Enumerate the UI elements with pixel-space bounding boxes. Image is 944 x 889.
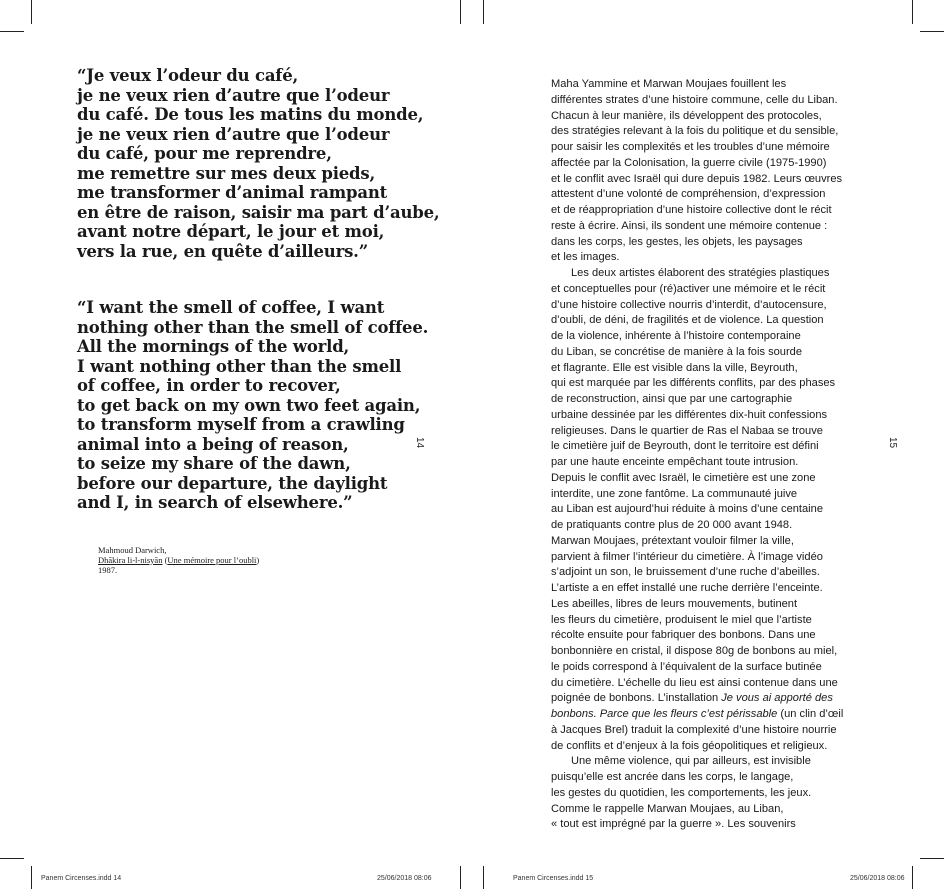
body-line [551, 282, 871, 298]
body-text-run: dans les corps, les gestes, les objets, les paysages [551, 235, 803, 248]
quote-line: en être de raison, saisir ma part d’aube, [77, 202, 440, 222]
body-line [551, 550, 871, 566]
body-text-run: du Liban, se concrétise de manière à la fois sourde [551, 345, 802, 358]
body-line [551, 156, 871, 172]
body-line [551, 187, 871, 203]
body-line [551, 786, 871, 802]
body-text-run: attestent d’une volonté de compréhension, d’expression [551, 188, 826, 201]
page-number-right: 15 [887, 436, 899, 449]
body-line [551, 691, 871, 707]
body-text-run: puisqu’elle est ancrée dans les corps, le langage, [551, 771, 794, 783]
crop-mark-bottom-center-right-v [483, 866, 484, 889]
body-line [551, 707, 871, 723]
body-line [551, 644, 871, 660]
body-text-run: pour saisir les complexités et les troubles d’une mémoire [551, 141, 830, 153]
quote-line: du café. De tous les matins du monde, [77, 105, 424, 124]
quote-line: avant notre départ, le jour et moi, [77, 222, 385, 241]
page-number-left: 14 [414, 436, 426, 449]
body-line [551, 298, 871, 314]
body-text-run: L’artiste a en effet installé une ruche derrière l’enceinte. [551, 582, 823, 594]
artwork-title: bonbons. Parce que les fleurs c’est périssable [551, 708, 778, 720]
body-line [551, 817, 871, 833]
body-line [551, 565, 871, 581]
crop-mark-top-center-right-v [483, 0, 484, 24]
crop-mark-bottom-right-v [912, 866, 913, 889]
quote-line: I want nothing other than the smell [77, 356, 402, 376]
body-text-run: du cimetière. L’échelle du lieu est ainsi contenue dans une [551, 676, 838, 689]
body-text-run: (un clin d’œil [777, 708, 844, 720]
body-text-run: « tout est imprégné par la guerre ». Les souvenirs [551, 818, 796, 831]
body-text-run: de pratiquants contre plus de 20 000 avant 1948. [551, 519, 793, 531]
body-text-run: poignée de bonbons. L’installation [551, 692, 722, 705]
body-text-run: les gestes du quotidien, les comportements, les jeux. [551, 786, 812, 799]
crop-mark-bottom-right-h [920, 858, 944, 859]
body-text-run: au Liban est aujourd’hui réduite à moins d’une centaine [551, 503, 823, 516]
body-text-run: Marwan Moujaes, prétextant vouloir filmer la ville, [551, 534, 794, 547]
body-line [551, 266, 871, 282]
body-text-run: bonbonnière en cristal, il dispose 80g de bonbons au miel, [551, 645, 838, 657]
body-text-run: Maha Yammine et Marwan Moujaes fouillent les [551, 78, 787, 90]
quote-line: je ne veux rien d’autre que l’odeur [77, 124, 390, 144]
quote-line: me remettre sur mes deux pieds, [77, 163, 376, 183]
citation [98, 545, 259, 575]
quote-line: me transformer d’animal rampant [77, 183, 388, 202]
body-text-run: qui est marquée par les différents conflits, par des phases [551, 377, 836, 390]
citation-title-line [98, 555, 259, 565]
body-line [551, 329, 871, 345]
body-line [551, 502, 871, 518]
citation-translation: Une mémoire pour l’oubli [167, 555, 257, 565]
quote-line: “I want the smell of coffee, I want [77, 298, 385, 317]
body-text-run: Comme le rappelle Marwan Moujaes, au Liban, [551, 802, 784, 815]
quote-line: All the mornings of the world, [77, 337, 350, 356]
crop-mark-top-right-v [912, 0, 913, 24]
body-line [551, 613, 871, 629]
body-line [551, 518, 871, 534]
body-line [551, 723, 871, 739]
quote-french [77, 66, 439, 261]
body-text-run: et conceptuelles pour (ré)activer une mémoire et le récit [551, 282, 826, 295]
quote-line: to transform myself from a crawling [77, 415, 405, 434]
body-line [551, 140, 871, 156]
body-text-run: de reconstruction, ainsi que par une cartographie [551, 393, 793, 405]
body-line [551, 660, 871, 676]
body-text-run: récolte ensuite pour fabriquer des bonbons. Dans une [551, 629, 816, 642]
footer-right-file: Panem Circenses.indd 15 [513, 875, 594, 882]
body-line [551, 77, 871, 93]
body-text [551, 77, 871, 833]
body-line [551, 124, 871, 140]
quote-line: du café, pour me reprendre, [77, 144, 332, 163]
citation-author: Mahmoud Darwich, [98, 545, 167, 555]
body-text-run: Les abeilles, libres de leurs mouvements, butinent [551, 597, 798, 610]
body-line [551, 581, 871, 597]
body-text-run: Chacun à leur manière, ils développent des protocoles, [551, 109, 822, 122]
body-line [551, 203, 871, 219]
crop-mark-top-right-h [920, 31, 944, 32]
footer-left-file: Panem Circenses.indd 14 [41, 875, 122, 882]
body-line [551, 109, 871, 125]
body-text-run: de la violence, inhérente à l’histoire contemporaine [551, 330, 801, 342]
crop-mark-top-left-h [0, 31, 24, 32]
body-text-run: et le conflit avec Israël qui dure depuis 1982. Leurs œuvres [551, 172, 843, 185]
body-line [551, 534, 871, 550]
body-line [551, 408, 871, 424]
body-line [551, 471, 871, 487]
body-text-run: et les images. [551, 251, 620, 264]
quote-line: animal into a being of reason, [77, 434, 349, 454]
body-line [551, 93, 871, 109]
crop-mark-top-left-v [31, 0, 32, 24]
body-text-run: interdite, une zone fantôme. La communauté juive [551, 487, 798, 500]
body-line [551, 487, 871, 503]
body-text-run: à Jacques Brel) traduit la complexité d’une histoire nourrie [551, 723, 837, 736]
body-text-run: le cimetière juif de Beyrouth, dont le territoire est défini [551, 440, 819, 453]
quote-line: “Je veux l’odeur du café, [77, 66, 299, 85]
body-line [551, 392, 871, 408]
body-text-run: par une haute enceinte empêchant toute intrusion. [551, 456, 799, 468]
body-text-run: le poids correspond à l’équivalent de la surface butinée [551, 660, 822, 673]
body-line [551, 455, 871, 471]
body-line [551, 361, 871, 377]
crop-mark-bottom-left-h [0, 858, 24, 859]
body-line [551, 770, 871, 786]
body-text-run: Une même violence, qui par ailleurs, est invisible [571, 755, 811, 768]
quote-line: nothing other than the smell of coffee. [77, 317, 429, 337]
quote-english [77, 298, 428, 513]
body-text-run: et de réappropriation d’une histoire collective dont le récit [551, 204, 832, 216]
body-text-run: Depuis le conflit avec Israël, le cimetière est une zone [551, 471, 816, 484]
footer-left-stamp: 25/06/2018 08:06 [377, 875, 432, 882]
body-text-run: de conflits et d’enjeux à la fois géopolitiques et religieux. [551, 739, 828, 752]
body-text-run: d’oubli, de déni, de fragilités et de violence. La question [551, 314, 824, 327]
body-text-run: d’une histoire collective nourris d’interdit, d’autocensure, [551, 298, 827, 311]
quote-line: to get back on my own two feet again, [77, 395, 421, 415]
citation-title: Dhākira li-l-nisyān [98, 555, 163, 565]
body-text-run: des stratégies relevant à la fois du politique et du sensible, [551, 125, 839, 138]
body-line [551, 235, 871, 251]
body-line [551, 628, 871, 644]
body-line [551, 739, 871, 755]
body-text-run: religieuses. Dans le quartier de Ras el Nabaa se trouve [551, 424, 823, 437]
footer-right-stamp: 25/06/2018 08:06 [850, 875, 905, 882]
crop-mark-bottom-center-left-v [460, 866, 461, 889]
crop-mark-bottom-left-v [31, 866, 32, 889]
body-text-run: reste à écrire. Ainsi, ils sondent une mémoire contenue : [551, 219, 828, 232]
quote-line: je ne veux rien d’autre que l’odeur [77, 85, 390, 105]
body-line [551, 439, 871, 455]
citation-open-paren: ( [162, 555, 168, 565]
quote-line: vers la rue, en quête d’ailleurs.” [77, 241, 369, 261]
body-text-run: et flagrante. Elle est visible dans la ville, Beyrouth, [551, 361, 798, 374]
quote-line: to seize my share of the dawn, [77, 454, 351, 473]
crop-mark-top-center-left-v [460, 0, 461, 24]
body-line [551, 172, 871, 188]
body-line [551, 250, 871, 266]
body-text-run: les fleurs du cimetière, produisent le miel que l’artiste [551, 613, 812, 626]
quote-line: and I, in search of elsewhere.” [77, 493, 353, 512]
body-line [551, 802, 871, 818]
body-line [551, 676, 871, 692]
citation-close-paren: ) [256, 555, 260, 565]
body-line [551, 597, 871, 613]
quote-line: of coffee, in order to recover, [77, 376, 341, 395]
body-text-run: parvient à filmer l’intérieur du cimetière. À l’image vidéo [551, 550, 823, 563]
citation-year: 1987. [98, 565, 118, 575]
body-line [551, 345, 871, 361]
quote-line: before our departure, the daylight [77, 473, 388, 493]
body-text-run: Les deux artistes élaborent des stratégies plastiques [571, 267, 830, 279]
body-line [551, 376, 871, 392]
body-line [551, 219, 871, 235]
body-text-run: s’adjoint un son, le bruissement d’une ruche d’abeilles. [551, 566, 820, 579]
body-line [551, 424, 871, 440]
artwork-title: Je vous ai apporté des [721, 692, 833, 705]
body-text-run: différentes strates d’une histoire commune, celle du Liban. [551, 93, 838, 106]
body-text-run: urbaine dessinée par les différentes dix-huit confessions [551, 408, 828, 421]
body-line [551, 754, 871, 770]
body-line [551, 313, 871, 329]
body-text-run: affectée par la Colonisation, la guerre civile (1975-1990) [551, 156, 827, 169]
